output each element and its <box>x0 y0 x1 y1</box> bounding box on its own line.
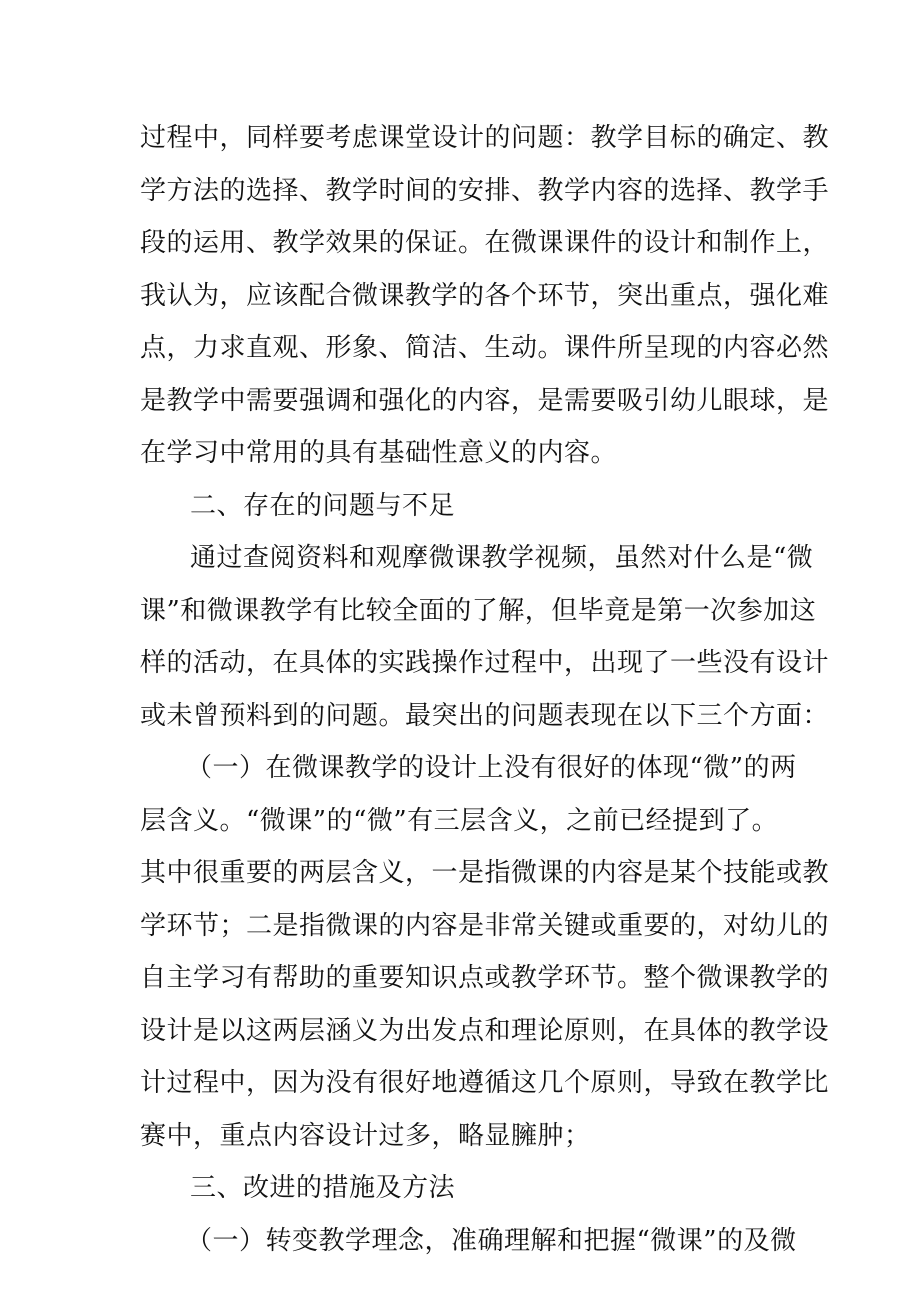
paragraph-line: 自主学习有帮助的重要知识点或教学环节。整个微课教学的 <box>140 963 830 993</box>
subsection-line: （一）在微课教学的设计上没有很好的体现“微”的两 <box>186 753 797 783</box>
paragraph-line: 通过查阅资料和观摩微课教学视频，虽然对什么是“微 <box>190 543 814 573</box>
paragraph-line: 层含义。“微课”的“微”有三层含义，之前已经提到了。 <box>140 805 779 836</box>
paragraph-line: 点，力求直观、形象、简洁、生动。课件所呈现的内容必然 <box>140 333 830 363</box>
paragraph-line: 或未曾预料到的问题。最突出的问题表现在以下三个方面： <box>140 700 830 731</box>
paragraph-line: 计过程中，因为没有很好地遵循这几个原则，导致在教学比 <box>140 1068 830 1098</box>
paragraph-line: 其中很重要的两层含义，一是指微课的内容是某个技能或教 <box>140 858 830 888</box>
paragraph-line: 设计是以这两层涵义为出发点和理论原则，在具体的教学设 <box>140 1015 830 1046</box>
paragraph-line: 样的活动，在具体的实践操作过程中，出现了一些没有设计 <box>140 648 830 678</box>
document-body <box>140 112 830 1267</box>
subsection-line: （一）转变教学理念，准确理解和把握“微课”的及微 <box>186 1225 797 1256</box>
paragraph-line: 是教学中需要强调和强化的内容，是需要吸引幼儿眼球，是 <box>140 385 830 416</box>
paragraph-line: 我认为，应该配合微课教学的各个环节，突出重点，强化难 <box>140 280 830 311</box>
paragraph-line: 在学习中常用的具有基础性意义的内容。 <box>140 438 618 468</box>
paragraph-line: 学环节；二是指微课的内容是非常关键或重要的，对幼儿的 <box>140 910 830 941</box>
section-heading: 二、存在的问题与不足 <box>190 490 456 521</box>
paragraph-line: 课”和微课教学有比较全面的了解，但毕竟是第一次参加这 <box>140 595 817 626</box>
section-heading: 三、改进的措施及方法 <box>190 1173 456 1203</box>
paragraph-line: 过程中，同样要考虑课堂设计的问题：教学目标的确定、教 <box>140 123 830 153</box>
paragraph-line: 学方法的选择、教学时间的安排、教学内容的选择、教学手 <box>140 175 830 206</box>
paragraph-line: 赛中，重点内容设计过多，略显臃肿； <box>140 1120 591 1151</box>
paragraph-line: 段的运用、教学效果的保证。在微课课件的设计和制作上， <box>140 228 830 258</box>
